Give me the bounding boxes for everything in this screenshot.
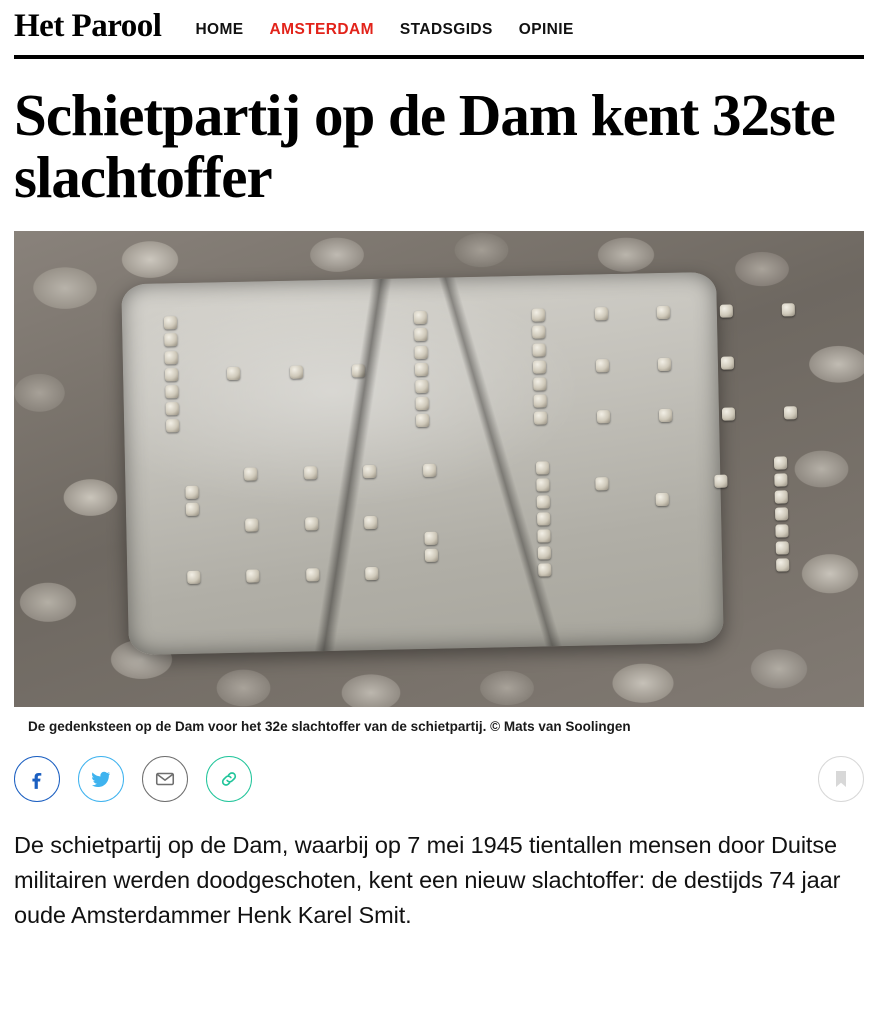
bullet-cap <box>185 503 198 516</box>
bullet-cap <box>165 402 178 415</box>
bullet-cap <box>658 358 671 371</box>
link-icon <box>218 768 240 790</box>
bullet-cap <box>164 368 177 381</box>
facebook-icon <box>26 768 48 790</box>
site-logo[interactable]: Het Parool <box>14 8 162 44</box>
bullet-cap <box>423 532 436 545</box>
bullet-cap <box>163 317 176 330</box>
bullet-cap <box>537 564 550 577</box>
bullet-cap <box>227 367 240 380</box>
bullet-cap <box>165 419 178 432</box>
bullet-cap <box>595 477 608 490</box>
main-navigation <box>195 15 573 39</box>
share-facebook-button[interactable] <box>14 756 60 802</box>
bookmark-icon <box>832 768 850 790</box>
bullet-cap <box>164 385 177 398</box>
bullet-cap <box>534 412 547 425</box>
bullet-cap <box>775 559 788 572</box>
bullet-cap <box>414 363 427 376</box>
bullet-cap <box>719 305 732 318</box>
bullet-cap <box>721 408 734 421</box>
bullet-cap <box>536 530 549 543</box>
bullet-cap <box>184 486 197 499</box>
bullet-cap <box>659 409 672 422</box>
bullet-cap <box>414 346 427 359</box>
bullet-cap <box>365 568 378 581</box>
bullet-cap <box>714 475 727 488</box>
bullet-cap <box>415 397 428 410</box>
bullet-cap <box>720 357 733 370</box>
bullet-cap <box>303 466 316 479</box>
header-divider <box>14 55 864 59</box>
share-twitter-button[interactable] <box>78 756 124 802</box>
memorial-stone <box>121 272 724 656</box>
bullet-cap <box>775 542 788 555</box>
bullet-cap <box>246 570 259 583</box>
bullet-cap <box>305 569 318 582</box>
bullet-cap <box>655 493 668 506</box>
nav-item-amsterdam[interactable]: AMSTERDAM <box>269 20 374 38</box>
bullet-cap <box>533 360 546 373</box>
bookmark-button[interactable] <box>818 756 864 802</box>
bullet-cap <box>536 513 549 526</box>
bullet-cap <box>415 414 428 427</box>
bullet-cap <box>774 491 787 504</box>
nav-item-opinie[interactable]: OPINIE <box>518 20 574 38</box>
site-header <box>0 0 878 55</box>
bullet-cap <box>413 312 426 325</box>
bullet-cap-lettering <box>121 272 724 656</box>
bullet-cap <box>532 309 545 322</box>
bullet-cap <box>164 351 177 364</box>
bullet-cap <box>537 547 550 560</box>
bullet-cap <box>413 329 426 342</box>
share-email-button[interactable] <box>142 756 188 802</box>
bullet-cap <box>773 474 786 487</box>
bullet-cap <box>784 406 797 419</box>
nav-item-home[interactable]: HOME <box>195 20 244 38</box>
lead-photo <box>14 231 864 707</box>
bullet-cap <box>304 518 317 531</box>
bullet-cap <box>774 508 787 521</box>
bullet-cap <box>656 307 669 320</box>
share-bar <box>14 756 864 802</box>
bullet-cap <box>594 308 607 321</box>
bullet-cap <box>596 410 609 423</box>
bullet-cap <box>244 468 257 481</box>
lead-photo-container <box>14 231 864 736</box>
bullet-cap <box>536 496 549 509</box>
twitter-icon <box>89 767 113 791</box>
bullet-cap <box>422 464 435 477</box>
bullet-cap <box>414 380 427 393</box>
bullet-cap <box>595 359 608 372</box>
bullet-cap <box>289 366 302 379</box>
mail-icon <box>154 768 176 790</box>
bullet-cap <box>245 519 258 532</box>
nav-item-stadsgids[interactable]: STADSGIDS <box>399 20 493 38</box>
bullet-cap <box>533 395 546 408</box>
bullet-cap <box>535 479 548 492</box>
share-link-button[interactable] <box>206 756 252 802</box>
bullet-cap <box>532 343 545 356</box>
bullet-cap <box>351 364 364 377</box>
bullet-cap <box>186 571 199 584</box>
bullet-cap <box>424 549 437 562</box>
article-intro: De schietpartij op de Dam, waarbij op 7 mei 1945 tientallen mensen door Duitse militairen werden doodgeschoten, kent een nieuw slachtoffer: de destijds 74 jaar oude Amsterdammer Henk Karel Smit. <box>14 832 841 928</box>
bullet-cap <box>163 334 176 347</box>
bullet-cap <box>532 326 545 339</box>
bullet-cap <box>363 465 376 478</box>
bullet-cap <box>781 304 794 317</box>
bullet-cap <box>533 378 546 391</box>
article-headline: Schietpartij op de Dam kent 32ste slachtoffer <box>14 82 835 210</box>
photo-caption: De gedenksteen op de Dam voor het 32e slachtoffer van de schietpartij. © Mats van Soolingen <box>28 718 631 734</box>
bullet-cap <box>774 525 787 538</box>
bullet-cap <box>364 516 377 529</box>
bullet-cap <box>535 461 548 474</box>
bullet-cap <box>773 456 786 469</box>
